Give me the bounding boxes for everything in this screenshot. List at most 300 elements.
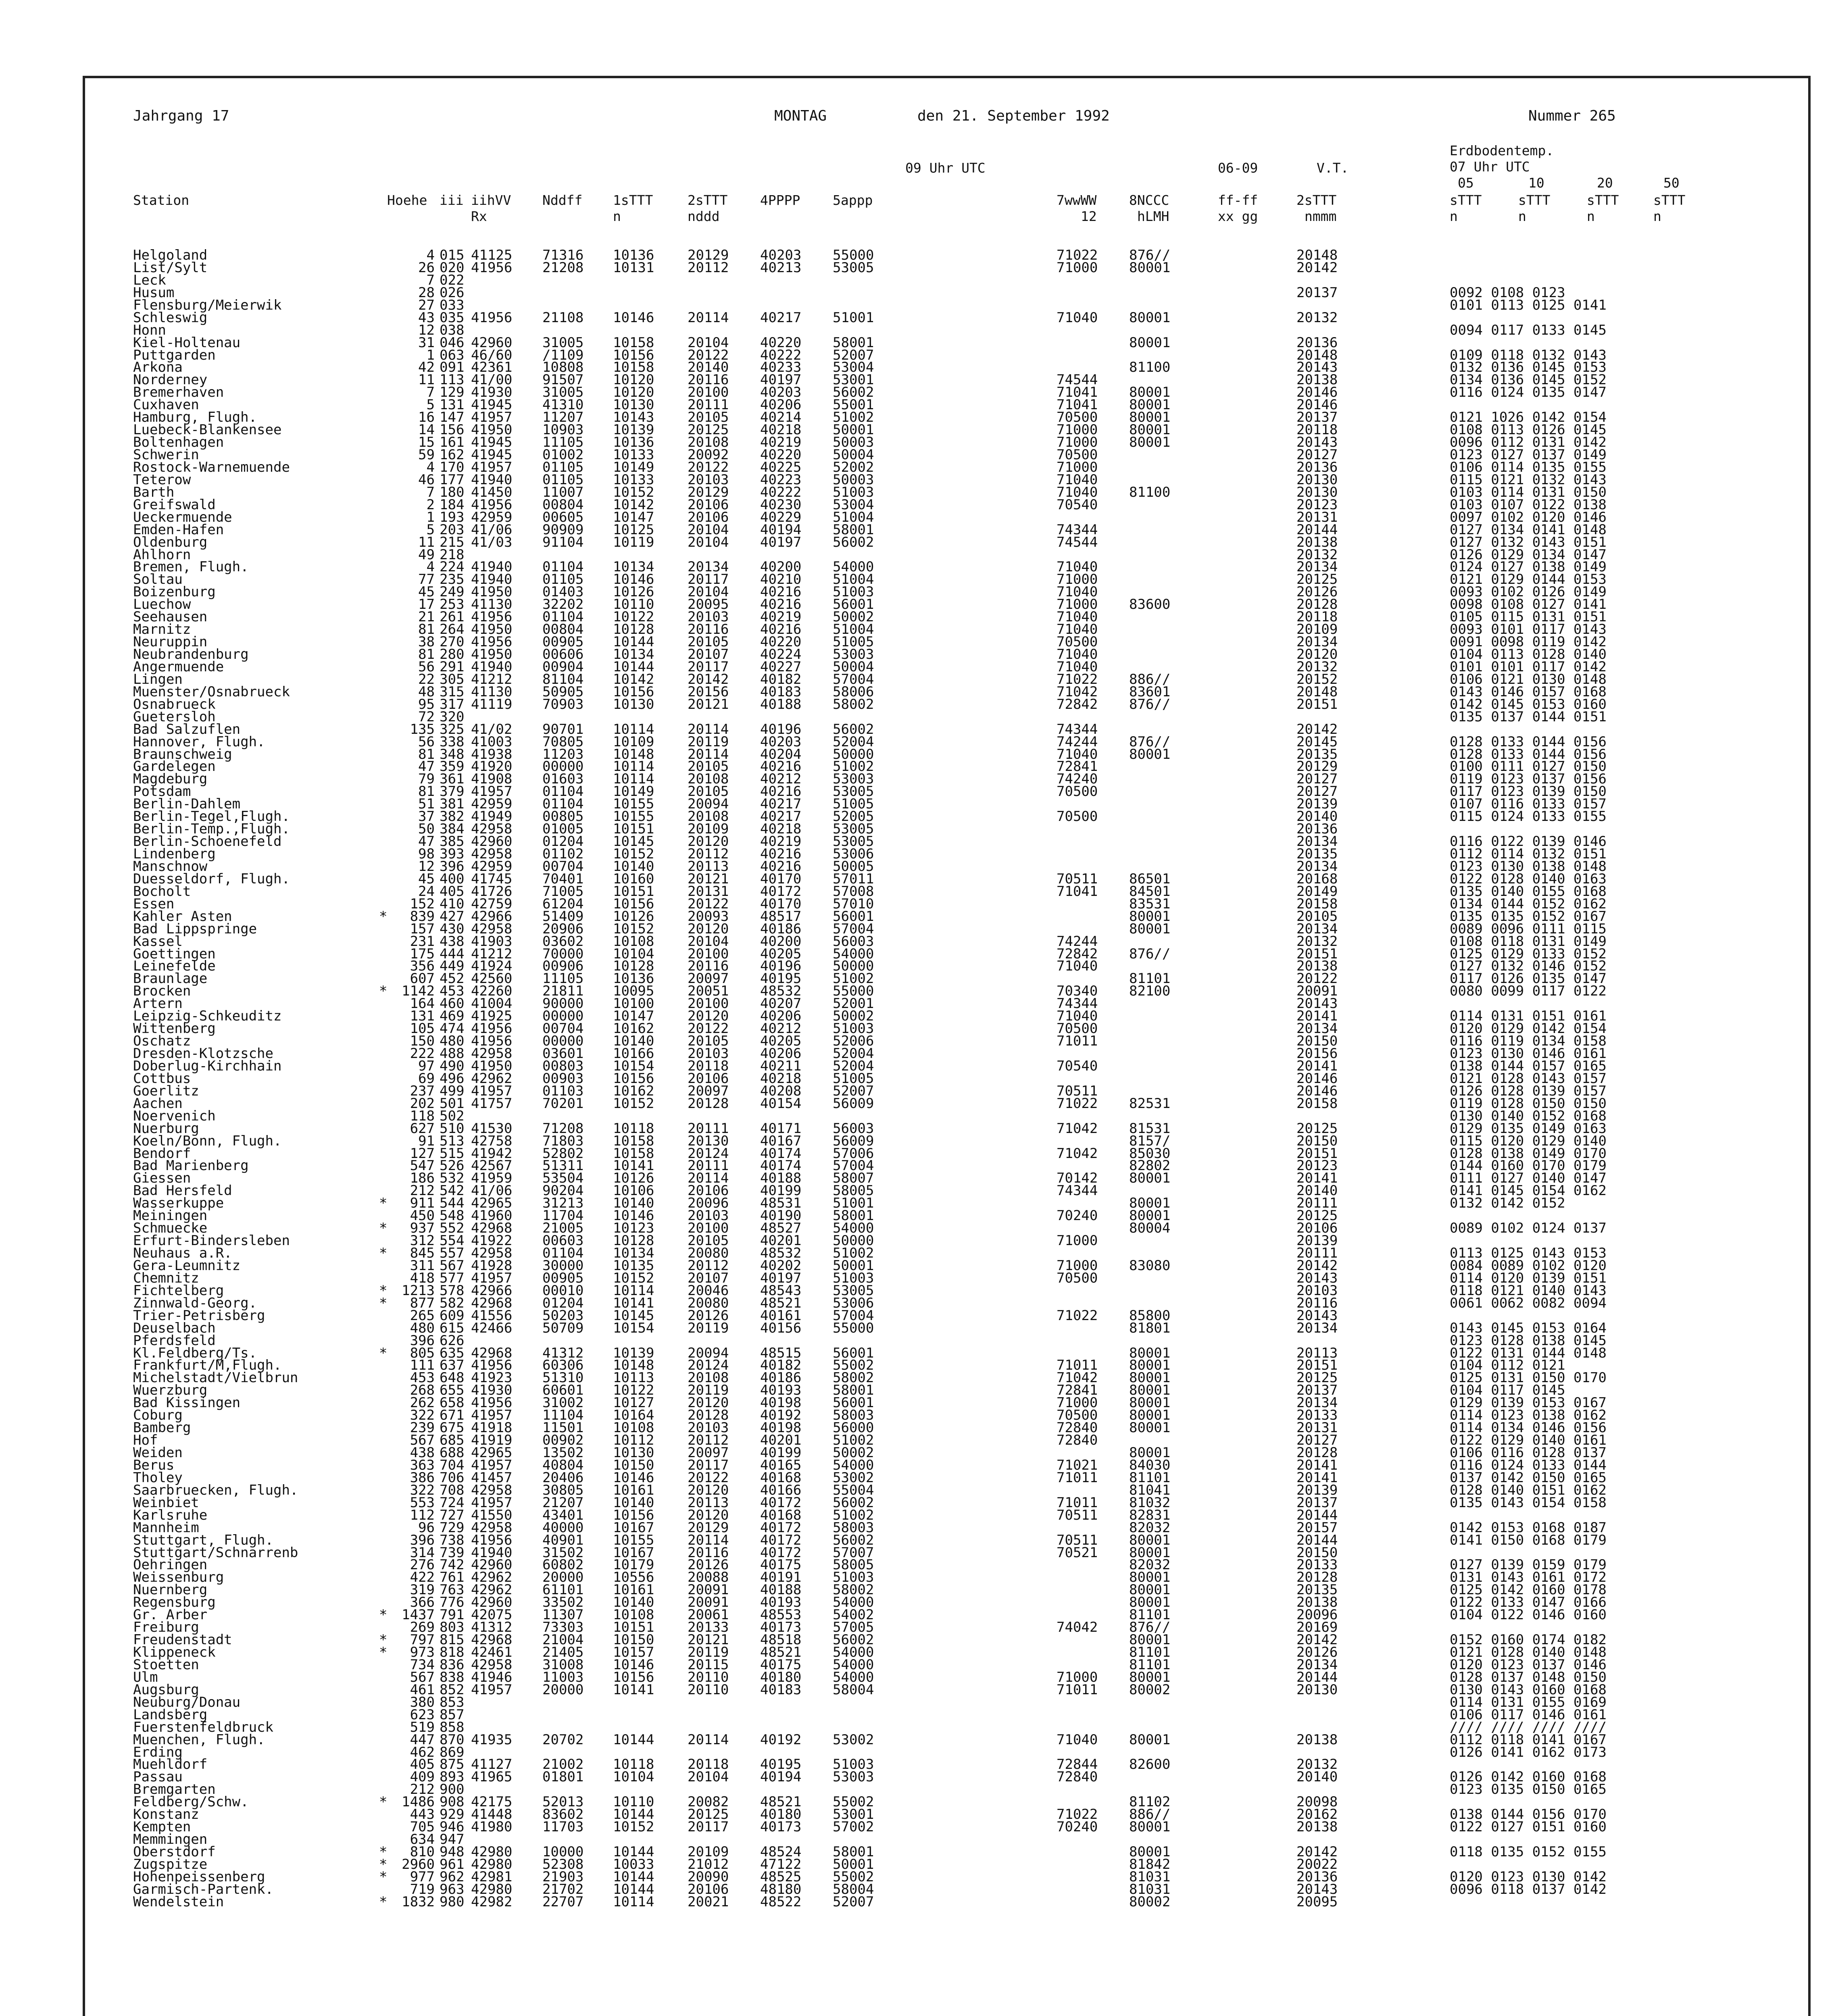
cell-nddff: 20702: [542, 1731, 584, 1748]
cell-sttt2: 20118: [688, 1756, 729, 1773]
cell-sttt3: 20122: [1296, 971, 1338, 987]
cell-sttt3: 20134: [1296, 634, 1338, 650]
cell-iihvv: 41940: [471, 471, 513, 488]
cell-hoehe: 734: [410, 1656, 435, 1673]
cell-nccc: 83080: [1129, 1257, 1171, 1274]
cell-appp: 57002: [833, 1819, 874, 1835]
cell-hoehe: 81: [418, 783, 435, 800]
cell-appp: 54000: [833, 1644, 874, 1660]
cell-sttt3: 20118: [1296, 422, 1338, 438]
cell-appp: 52007: [833, 347, 874, 363]
cell-pppp: 40180: [760, 1806, 802, 1823]
cell-iii: 961: [440, 1856, 465, 1872]
cell-sttt3: 20129: [1296, 758, 1338, 775]
cell-wwww: 71041: [1057, 384, 1098, 401]
cell-sttt3: 20141: [1296, 1058, 1338, 1074]
cell-hoehe: 237: [410, 1083, 435, 1099]
cell-nccc: 80001: [1129, 746, 1171, 762]
cell-hoehe: 1437: [402, 1607, 435, 1623]
cell-station: Bremen, Flugh.: [133, 559, 249, 575]
cell-iihvv: 42958: [471, 846, 513, 862]
cell-sttt1: 10134: [613, 559, 654, 575]
cell-soil: 0130 0143 0160 0168: [1450, 1681, 1607, 1698]
cell-alpine-mark: *: [379, 1844, 388, 1860]
cell-sttt1: 10120: [613, 384, 654, 401]
cell-pppp: 40197: [760, 534, 802, 550]
cell-nddff: 00803: [542, 1058, 584, 1074]
cell-appp: 53005: [833, 259, 874, 276]
cell-iihvv: 42968: [471, 1345, 513, 1361]
cell-station: Essen: [133, 896, 175, 912]
cell-sttt2: 20107: [688, 1270, 729, 1286]
cell-appp: 55004: [833, 1482, 874, 1498]
cell-appp: 55002: [833, 1868, 874, 1885]
cell-station: Rostock-Warnemuende: [133, 459, 290, 475]
cell-nddff: 01104: [542, 609, 584, 625]
cell-alpine-mark: *: [379, 1868, 388, 1885]
cell-pppp: 40197: [760, 1270, 802, 1286]
cell-iii: 510: [440, 1120, 465, 1137]
cell-station: Lindenberg: [133, 846, 216, 862]
cell-soil: 0126 0129 0134 0147: [1450, 546, 1607, 563]
cell-sttt2: 20105: [688, 783, 729, 800]
cell-hoehe: 877: [410, 1295, 435, 1311]
cell-sttt2: 20104: [688, 334, 729, 351]
cell-sttt3: 20142: [1296, 1844, 1338, 1860]
cell-pppp: 40175: [760, 1656, 802, 1673]
cell-iihvv: 41/03: [471, 534, 513, 550]
cell-pppp: 40172: [760, 1544, 802, 1561]
cell-iihvv: 41956: [471, 309, 513, 326]
cell-station: Leinefelde: [133, 958, 216, 975]
cell-wwww: 71040: [1057, 471, 1098, 488]
cell-iii: 033: [440, 297, 465, 313]
cell-sttt1: 10139: [613, 1345, 654, 1361]
cell-iii: 567: [440, 1257, 465, 1274]
cell-station: Muehldorf: [133, 1756, 208, 1773]
cell-pppp: 40214: [760, 409, 802, 426]
cell-pppp: 40175: [760, 1557, 802, 1573]
cell-sttt3: 20126: [1296, 1644, 1338, 1660]
cell-soil: 0124 0127 0138 0149: [1450, 559, 1607, 575]
cell-iii: 655: [440, 1382, 465, 1399]
cell-iii: 708: [440, 1482, 465, 1498]
cell-pppp: 40218: [760, 821, 802, 837]
cell-hoehe: 42: [418, 359, 435, 376]
cell-wwww: 71011: [1057, 1494, 1098, 1511]
cell-sttt2: 20126: [688, 1557, 729, 1573]
cell-nccc: 876//: [1129, 1619, 1171, 1636]
cell-sttt2: 20105: [688, 1033, 729, 1050]
cell-nddff: 00804: [542, 496, 584, 513]
cell-sttt1: 10134: [613, 646, 654, 662]
cell-station: Schleswig: [133, 309, 208, 326]
cell-wwww: 70511: [1057, 1083, 1098, 1099]
cell-iihvv: 42260: [471, 983, 513, 1000]
cell-sttt1: 10152: [613, 1095, 654, 1112]
cell-sttt2: 20122: [688, 1020, 729, 1037]
depth-20: 20: [1597, 175, 1613, 191]
cell-sttt2: 20120: [688, 1482, 729, 1498]
cell-station: Kiel-Holtenau: [133, 334, 241, 351]
cell-hoehe: 519: [410, 1719, 435, 1735]
cell-iii: 742: [440, 1557, 465, 1573]
cell-nddff: 61101: [542, 1582, 584, 1598]
cell-soil: 0119 0128 0150 0150: [1450, 1095, 1607, 1112]
cell-hoehe: 276: [410, 1557, 435, 1573]
cell-sttt1: 10122: [613, 1382, 654, 1399]
cell-iihvv: 42960: [471, 1594, 513, 1611]
cell-hoehe: 973: [410, 1644, 435, 1660]
cell-hoehe: 269: [410, 1619, 435, 1636]
cell-alpine-mark: *: [379, 908, 388, 925]
cell-soil: 0101 0101 0117 0142: [1450, 658, 1607, 675]
cell-iii: 113: [440, 372, 465, 388]
cell-appp: 54000: [833, 1669, 874, 1685]
cell-hoehe: 418: [410, 1270, 435, 1286]
weekday-label: MONTAG: [774, 108, 827, 124]
cell-pppp: 40199: [760, 1183, 802, 1199]
cell-sttt2: 20117: [688, 658, 729, 675]
cell-sttt3: 20125: [1296, 571, 1338, 588]
table-row: [0, 386, 1836, 399]
cell-sttt3: 20138: [1296, 1594, 1338, 1611]
cell-sttt3: 20141: [1296, 1170, 1338, 1187]
cell-appp: 51004: [833, 621, 874, 638]
cell-nddff: 00000: [542, 758, 584, 775]
cell-pppp: 40165: [760, 1457, 802, 1473]
cell-sttt2: 20106: [688, 509, 729, 525]
cell-iii: 264: [440, 621, 465, 638]
cell-nccc: 80001: [1129, 1669, 1171, 1685]
cell-wwww: 71040: [1057, 559, 1098, 575]
cell-sttt1: 10155: [613, 808, 654, 825]
col-8nccc: 8NCCC: [1129, 192, 1169, 208]
cell-iii: 544: [440, 1195, 465, 1212]
cell-sttt3: 20142: [1296, 1632, 1338, 1648]
cell-hoehe: 56: [418, 658, 435, 675]
cell-sttt2: 20112: [688, 259, 729, 276]
col-nddff: Nddff: [542, 192, 583, 208]
cell-nddff: 90204: [542, 1183, 584, 1199]
cell-alpine-mark: *: [379, 983, 388, 1000]
cell-soil: 0129 0135 0149 0163: [1450, 1120, 1607, 1137]
cell-pppp: 40200: [760, 559, 802, 575]
cell-sttt1: 10158: [613, 334, 654, 351]
cell-hoehe: 26: [418, 259, 435, 276]
cell-iii: 325: [440, 721, 465, 737]
cell-nddff: 01105: [542, 571, 584, 588]
cell-soil: 0096 0118 0137 0142: [1450, 1881, 1607, 1897]
cell-sttt3: 20141: [1296, 1457, 1338, 1473]
cell-appp: 53003: [833, 646, 874, 662]
cell-pppp: 40211: [760, 1058, 802, 1074]
table-row: [0, 259, 1836, 276]
cell-nccc: 80001: [1129, 1632, 1171, 1648]
cell-iihvv: 42959: [471, 858, 513, 875]
cell-appp: 58001: [833, 1382, 874, 1399]
cell-pppp: 40198: [760, 1395, 802, 1411]
cell-pppp: 40173: [760, 1819, 802, 1835]
cell-soil: 0111 0127 0140 0147: [1450, 1170, 1607, 1187]
cell-iihvv: 41923: [471, 1370, 513, 1386]
cell-hoehe: 69: [418, 1070, 435, 1087]
cell-sttt3: 20140: [1296, 808, 1338, 825]
cell-iii: 738: [440, 1532, 465, 1548]
cell-sttt3: 20144: [1296, 1532, 1338, 1548]
cell-sttt2: 20125: [688, 422, 729, 438]
cell-hoehe: 212: [410, 1781, 435, 1798]
cell-alpine-mark: *: [379, 1220, 388, 1237]
cell-sttt2: 20104: [688, 584, 729, 600]
cell-iii: 658: [440, 1395, 465, 1411]
cell-iii: 577: [440, 1270, 465, 1286]
cell-pppp: 47122: [760, 1856, 802, 1872]
cell-iii: 215: [440, 534, 465, 550]
cell-iii: 557: [440, 1245, 465, 1261]
cell-nddff: 81104: [542, 671, 584, 687]
cell-nddff: 31005: [542, 384, 584, 401]
cell-nccc: 80002: [1129, 1893, 1171, 1910]
cell-iihvv: 41925: [471, 1008, 513, 1025]
cell-pppp: 48518: [760, 1632, 802, 1648]
cell-sttt2: 20112: [688, 1432, 729, 1449]
cell-sttt3: 20134: [1296, 1395, 1338, 1411]
cell-iii: 474: [440, 1020, 465, 1037]
cell-sttt1: 10152: [613, 1819, 654, 1835]
cell-station: Teterow: [133, 471, 191, 488]
cell-iihvv: 42461: [471, 1644, 513, 1660]
cell-wwww: 71040: [1057, 958, 1098, 975]
cell-appp: 50002: [833, 1445, 874, 1461]
cell-appp: 56002: [833, 1494, 874, 1511]
cell-sttt3: 20141: [1296, 1008, 1338, 1025]
cell-soil: 0104 0113 0128 0140: [1450, 646, 1607, 662]
cell-nddff: 11105: [542, 971, 584, 987]
cell-nddff: 11703: [542, 1819, 584, 1835]
cell-sttt2: 20133: [688, 1619, 729, 1636]
cell-nddff: 00903: [542, 1070, 584, 1087]
cell-nddff: 60601: [542, 1382, 584, 1399]
cell-sttt1: 10118: [613, 1756, 654, 1773]
cell-sttt1: 10151: [613, 883, 654, 900]
cell-appp: 53006: [833, 846, 874, 862]
cell-sttt1: 10160: [613, 871, 654, 887]
cell-sttt2: 20094: [688, 1345, 729, 1361]
cell-hoehe: 447: [410, 1731, 435, 1748]
cell-sttt3: 20146: [1296, 1083, 1338, 1099]
cell-soil: 0141 0150 0168 0179: [1450, 1532, 1607, 1548]
cell-iihvv: 42965: [471, 1445, 513, 1461]
cell-hoehe: 547: [410, 1158, 435, 1174]
cell-nddff: 21002: [542, 1756, 584, 1773]
cell-iii: 361: [440, 771, 465, 787]
cell-sttt3: 20134: [1296, 1656, 1338, 1673]
cell-sttt3: 20125: [1296, 1120, 1338, 1137]
cell-iii: 291: [440, 658, 465, 675]
cell-station: Passau: [133, 1769, 183, 1785]
cell-sttt3: 20123: [1296, 1158, 1338, 1174]
cell-sttt3: 20151: [1296, 1357, 1338, 1374]
cell-sttt2: 20122: [688, 459, 729, 475]
cell-sttt3: 20143: [1296, 1307, 1338, 1324]
cell-station: Saarbruecken, Flugh.: [133, 1482, 298, 1498]
cell-iii: 382: [440, 808, 465, 825]
cell-pppp: 48521: [760, 1794, 802, 1810]
cell-soil: 0084 0089 0102 0120: [1450, 1257, 1607, 1274]
cell-pppp: 48527: [760, 1220, 802, 1237]
cell-soil: 0104 0117 0145: [1450, 1382, 1565, 1399]
cell-iihvv: 41930: [471, 384, 513, 401]
cell-sttt3: 20136: [1296, 459, 1338, 475]
cell-iihvv: 41949: [471, 808, 513, 825]
cell-appp: 58001: [833, 1208, 874, 1224]
col-hoehe: Hoehe: [387, 192, 427, 208]
cell-soil: 0122 0131 0144 0148: [1450, 1345, 1607, 1361]
cell-station: Konstanz: [133, 1806, 199, 1823]
cell-appp: 57010: [833, 896, 874, 912]
cell-soil: 0131 0143 0161 0172: [1450, 1569, 1607, 1586]
cell-sttt3: 20139: [1296, 1233, 1338, 1249]
cell-sttt1: 10140: [613, 858, 654, 875]
cell-alpine-mark: *: [379, 1632, 388, 1648]
cell-wwww: 70500: [1057, 1407, 1098, 1424]
cell-wwww: 70521: [1057, 1544, 1098, 1561]
cell-nddff: 70000: [542, 946, 584, 962]
cell-iii: 385: [440, 833, 465, 850]
cell-station: Arkona: [133, 359, 183, 376]
cell-wwww: 71000: [1057, 422, 1098, 438]
cell-soil: 0105 0115 0131 0151: [1450, 609, 1607, 625]
cell-soil: 0114 0131 0151 0161: [1450, 1008, 1607, 1025]
cell-appp: 58002: [833, 1370, 874, 1386]
cell-iii: 253: [440, 596, 465, 613]
cell-pppp: 40203: [760, 247, 802, 263]
cell-alpine-mark: *: [379, 1607, 388, 1623]
cell-appp: 53005: [833, 1282, 874, 1299]
cell-station: Nuerburg: [133, 1120, 199, 1137]
cell-sttt1: 10114: [613, 758, 654, 775]
cell-iihvv: 41726: [471, 883, 513, 900]
cell-hoehe: 567: [410, 1432, 435, 1449]
cell-iihvv: 41956: [471, 609, 513, 625]
cell-sttt3: 20125: [1296, 1370, 1338, 1386]
cell-pppp: 48515: [760, 1345, 802, 1361]
cell-sttt1: 10119: [613, 534, 654, 550]
col-iihvv: iihVV: [471, 192, 511, 208]
cell-nddff: 90909: [542, 521, 584, 538]
cell-pppp: 40173: [760, 1619, 802, 1636]
cell-iii: 869: [440, 1744, 465, 1760]
cell-hoehe: 567: [410, 1669, 435, 1685]
cell-iii: 405: [440, 883, 465, 900]
cell-iihvv: 41980: [471, 1819, 513, 1835]
cell-sttt2: 20120: [688, 833, 729, 850]
cell-nddff: 21207: [542, 1494, 584, 1511]
cell-wwww: 70500: [1057, 808, 1098, 825]
cell-pppp: 40217: [760, 796, 802, 812]
cell-pppp: 40213: [760, 259, 802, 276]
cell-iii: 578: [440, 1282, 465, 1299]
cell-sttt1: 10142: [613, 496, 654, 513]
cell-hoehe: 322: [410, 1407, 435, 1424]
cell-pppp: 40182: [760, 671, 802, 687]
cell-nccc: 80001: [1129, 1170, 1171, 1187]
cell-station: Luebeck-Blankensee: [133, 422, 282, 438]
cell-iii: 379: [440, 783, 465, 800]
cell-iii: 460: [440, 996, 465, 1012]
cell-iii: 946: [440, 1819, 465, 1835]
cell-soil: 0152 0160 0174 0182: [1450, 1632, 1607, 1648]
cell-sttt3: 20143: [1296, 1881, 1338, 1897]
cell-pppp: 40194: [760, 521, 802, 538]
cell-sttt3: 20138: [1296, 958, 1338, 975]
cell-appp: 56002: [833, 1632, 874, 1648]
cell-soil: 0120 0123 0137 0146: [1450, 1656, 1607, 1673]
cell-soil: 0126 0141 0162 0173: [1450, 1744, 1607, 1760]
cell-hoehe: 46: [418, 471, 435, 488]
cell-nddff: 71005: [542, 883, 584, 900]
cell-hoehe: 5: [426, 521, 435, 538]
cell-sttt1: 10110: [613, 596, 654, 613]
cell-iihvv: 41448: [471, 1806, 513, 1823]
cell-appp: 51003: [833, 584, 874, 600]
cell-nddff: 20000: [542, 1681, 584, 1698]
cell-soil: 0123 0127 0137 0149: [1450, 447, 1607, 463]
cell-iii: 026: [440, 284, 465, 301]
col-2sttt: 2sTTT: [688, 192, 728, 208]
cell-sttt1: 10144: [613, 1731, 654, 1748]
cell-sttt2: 20124: [688, 1145, 729, 1162]
cell-sttt3: 20142: [1296, 1257, 1338, 1274]
cell-station: Coburg: [133, 1407, 183, 1424]
cell-sttt1: 10156: [613, 896, 654, 912]
cell-iihvv: 42968: [471, 1295, 513, 1311]
cell-sttt2: 20114: [688, 1532, 729, 1548]
cell-sttt1: 10118: [613, 1120, 654, 1137]
cell-nddff: 01104: [542, 796, 584, 812]
cell-sttt3: 20135: [1296, 1582, 1338, 1598]
cell-sttt3: 20022: [1296, 1856, 1338, 1872]
cell-wwww: 71011: [1057, 1357, 1098, 1374]
cell-sttt2: 20120: [688, 1008, 729, 1025]
cell-iii: 870: [440, 1731, 465, 1748]
cell-iihvv: 42959: [471, 796, 513, 812]
cell-soil: 0123 0135 0150 0165: [1450, 1781, 1607, 1798]
cell-sttt1: 10152: [613, 484, 654, 500]
cell-appp: 51002: [833, 409, 874, 426]
cell-pppp: 40199: [760, 1445, 802, 1461]
cell-nccc: 81101: [1129, 1644, 1171, 1660]
cell-soil: 0106 0117 0146 0161: [1450, 1706, 1607, 1723]
cell-nddff: 71208: [542, 1120, 584, 1137]
cell-station: Fuerstenfeldbruck: [133, 1719, 273, 1735]
cell-iihvv: 41919: [471, 1432, 513, 1449]
cell-iihvv: 42567: [471, 1158, 513, 1174]
cell-soil: 0094 0117 0133 0145: [1450, 322, 1607, 338]
cell-iihvv: 41940: [471, 571, 513, 588]
cell-pppp: 40203: [760, 733, 802, 750]
cell-iihvv: 41550: [471, 1507, 513, 1523]
cell-station: Bendorf: [133, 1145, 191, 1162]
cell-wwww: 71040: [1057, 1731, 1098, 1748]
cell-station: Kempten: [133, 1819, 191, 1835]
cell-station: Guetersloh: [133, 708, 216, 725]
cell-nddff: 00704: [542, 858, 584, 875]
cell-iii: 022: [440, 272, 465, 288]
cell-hoehe: 212: [410, 1183, 435, 1199]
cell-hoehe: 797: [410, 1632, 435, 1648]
